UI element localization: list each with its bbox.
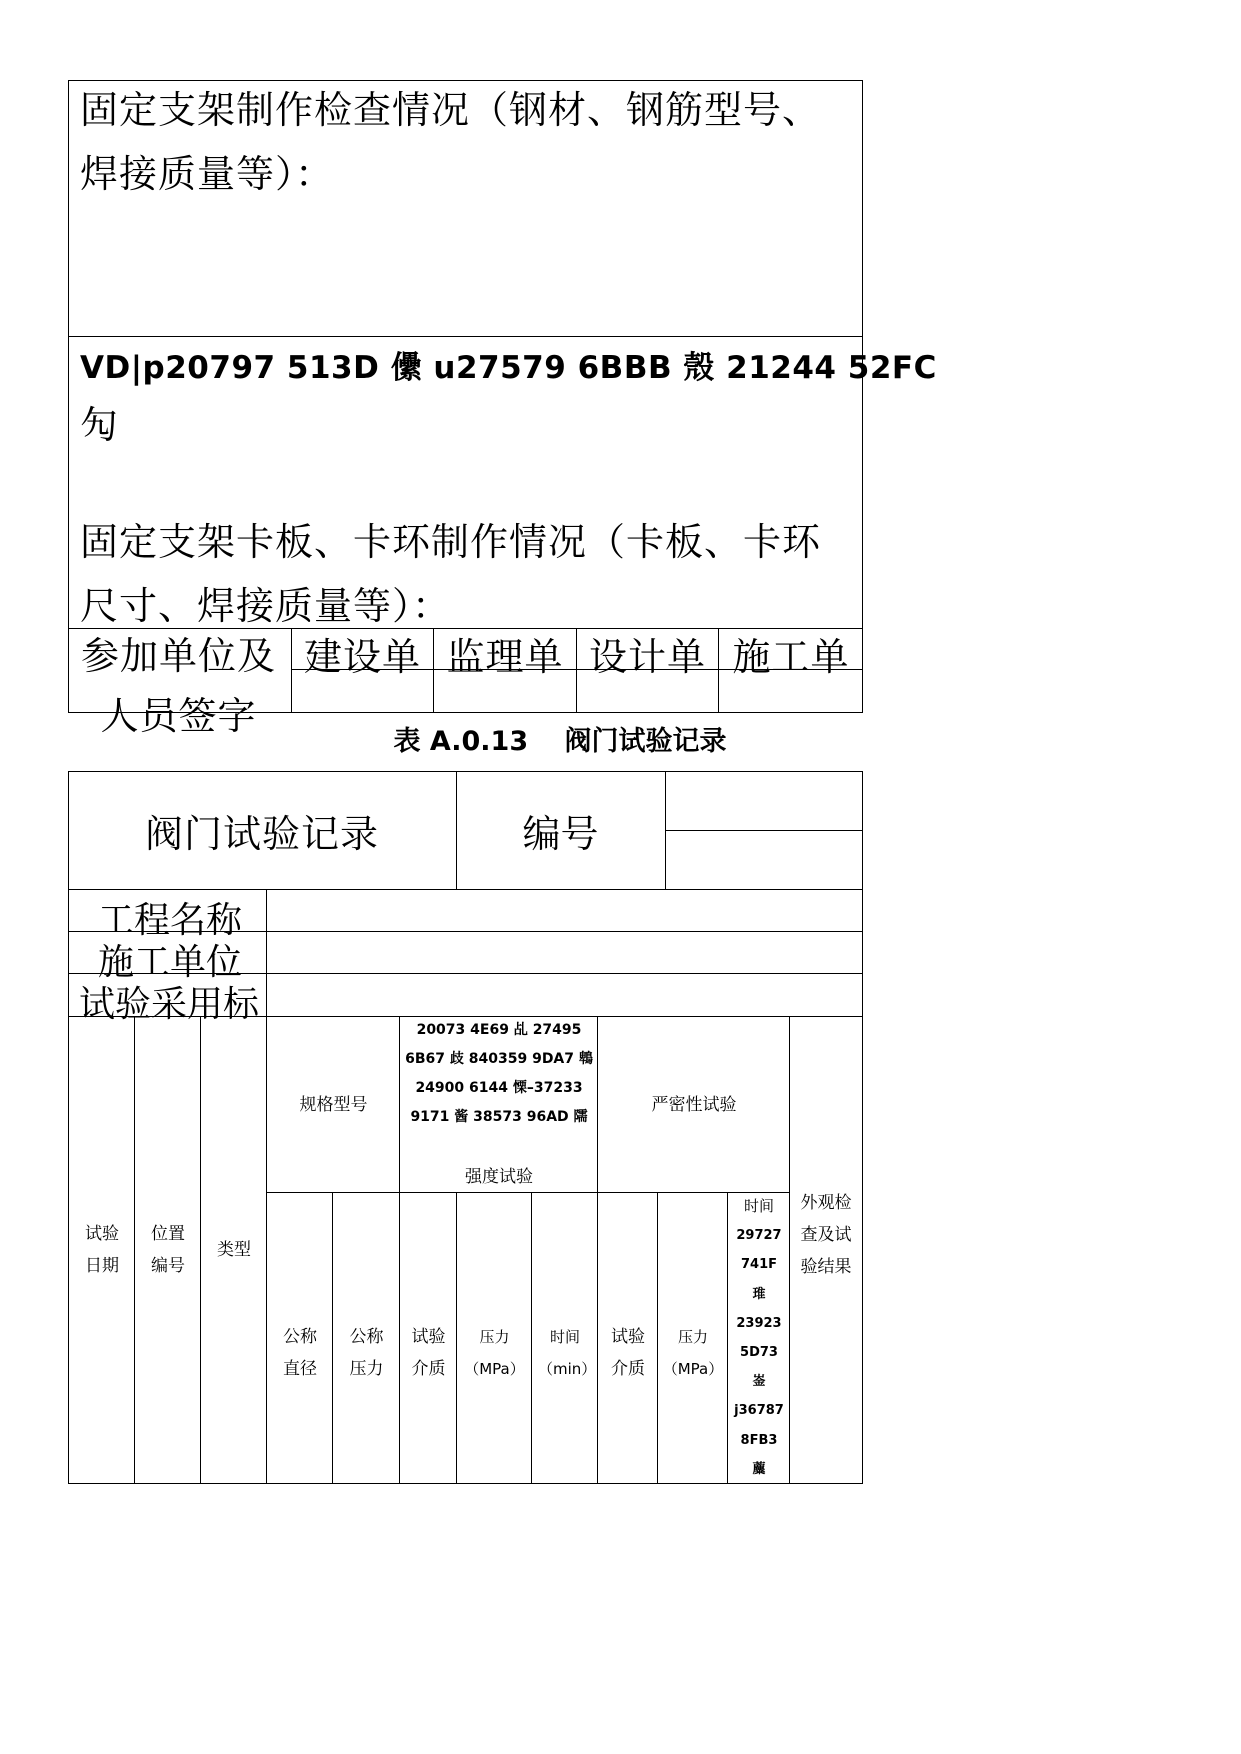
unit-design: 设计单	[588, 635, 706, 679]
project-name-label: 工程名称	[98, 900, 243, 941]
sub-time-2-line: 时间	[743, 1197, 774, 1215]
divider	[718, 628, 719, 713]
divider	[789, 1016, 790, 1484]
unit-2-wrap	[435, 630, 575, 679]
sub-pressure-1	[458, 1194, 531, 1482]
contractor-label: 施工单位	[98, 942, 243, 983]
garbled-line-1: VD|p20797 513D 儽 u27579 6BBB 殼 21244 52FC	[80, 350, 937, 386]
sign-label: 参加单位及人员签字	[80, 634, 276, 738]
sub-time-2-line: 23923	[736, 1315, 782, 1331]
unit-contractor: 施工单	[732, 635, 850, 679]
unit-construction: 建设单	[303, 635, 421, 679]
col-appearance	[791, 1018, 861, 1482]
divider	[399, 1016, 400, 1484]
col-appearance-text: 外观检查及试验结果	[800, 1193, 852, 1277]
sub-pressure-2-text: 压力（MPa）	[662, 1328, 724, 1378]
sub-time-2-line: 崟	[752, 1374, 766, 1390]
garbled-line: 6B67 歧 840359 9DA7 鵯	[405, 1051, 593, 1067]
sub-time-1	[533, 1194, 597, 1482]
clamp-check-label: 固定支架卡板、卡环制作情况（卡板、卡环尺寸、焊接质量等）：	[80, 520, 822, 628]
divider	[657, 1192, 658, 1484]
unit-3-wrap	[578, 630, 717, 679]
table-caption: 表 A.0.13 阀门试验记录	[393, 726, 727, 757]
garbled-line: 24900 6144 慄–37233	[415, 1080, 583, 1096]
divider	[456, 1192, 457, 1484]
tightness-test-header: 严密性试验	[651, 1095, 737, 1115]
sub-time-2-line: 29727	[736, 1228, 782, 1244]
sub-pressure-2	[659, 1194, 727, 1482]
project-name-wrap	[70, 891, 265, 941]
standard-label: 试验采用标	[79, 984, 260, 1025]
sub-time-2	[729, 1192, 789, 1484]
divider	[597, 1016, 598, 1484]
sub-time-2-line: j36787	[734, 1403, 784, 1419]
sub-time-1-text: 时间（min）	[538, 1328, 597, 1378]
sub-time-2-line: 5D73	[740, 1345, 778, 1361]
divider	[200, 1016, 201, 1484]
divider	[727, 1192, 728, 1484]
divider	[134, 1016, 135, 1484]
divider	[291, 628, 292, 713]
unit-4-wrap	[720, 630, 862, 679]
sub-nominal-diameter-text: 公称直径	[283, 1327, 317, 1379]
unit-supervision: 监理单	[446, 635, 564, 679]
sub-time-2-line: 琟	[752, 1286, 766, 1302]
contractor-field[interactable]	[268, 933, 861, 972]
garbled-line: 9171 酱 38573 96AD 隭	[410, 1109, 588, 1125]
standard-field[interactable]	[268, 975, 861, 1015]
sub-nominal-diameter	[268, 1194, 332, 1482]
divider	[531, 1192, 532, 1484]
divider	[433, 628, 434, 713]
sign-label-wrap	[70, 630, 290, 738]
garbled-block	[401, 1016, 597, 1132]
sub-test-medium-2	[599, 1194, 657, 1482]
col-spec: 规格型号	[299, 1095, 368, 1115]
sub-time-2-line: 741F	[740, 1257, 778, 1273]
col-position-number	[136, 1018, 200, 1482]
sub-time-2-line: 8FB3	[740, 1432, 778, 1448]
garbled-line: 20073 4E69 乩 27495	[416, 1022, 582, 1038]
number-field-2[interactable]	[667, 832, 861, 888]
number-label: 编号	[522, 812, 599, 856]
strength-test-header: 强度试验	[465, 1167, 533, 1187]
fixed-support-check-label: 固定支架制作检查情况（钢材、钢筋型号、焊接质量等）：	[80, 88, 822, 196]
contractor-wrap	[70, 933, 265, 983]
project-name-field[interactable]	[268, 891, 861, 930]
sub-test-medium-1-text: 试验介质	[411, 1327, 446, 1379]
sub-nominal-pressure-text: 公称压力	[349, 1327, 384, 1379]
divider	[266, 1016, 267, 1484]
unit-1-wrap	[293, 630, 432, 679]
divider	[332, 1192, 333, 1484]
divider	[266, 889, 267, 1016]
standard-wrap	[70, 975, 265, 1025]
divider	[665, 830, 863, 831]
col-test-date	[70, 1018, 134, 1482]
col-test-date-text: 试验日期	[85, 1224, 119, 1276]
col-type: 类型	[217, 1240, 251, 1260]
sub-nominal-pressure	[334, 1194, 399, 1482]
sub-test-medium-2-text: 试验介质	[611, 1327, 645, 1379]
number-field-1[interactable]	[667, 773, 861, 829]
sub-pressure-1-text: 压力（MPa）	[464, 1328, 525, 1378]
sub-test-medium-1	[401, 1194, 456, 1482]
divider	[576, 628, 577, 713]
record-title: 阀门试验记录	[144, 812, 379, 856]
garbled-line-2: 勼	[80, 403, 120, 447]
col-position-text: 位置编号	[151, 1224, 185, 1276]
sub-time-2-line: 蘪	[752, 1461, 766, 1477]
